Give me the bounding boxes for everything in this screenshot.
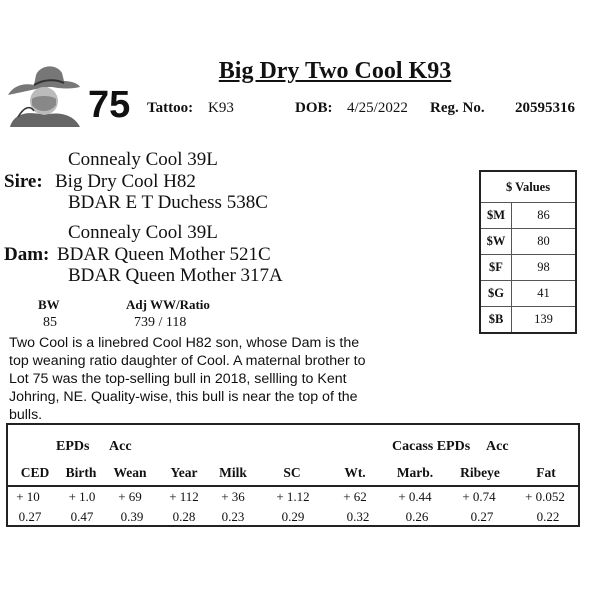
dam-sire: Connealy Cool 39L: [68, 222, 218, 243]
epd-value: + 69: [118, 489, 142, 504]
epd-column-header: SC: [283, 465, 301, 480]
tattoo-value: K93: [208, 100, 234, 116]
epd-column-header: Milk: [219, 465, 247, 480]
epd-table: [6, 423, 580, 527]
dollar-key: $M: [480, 203, 512, 229]
dollar-value: 98: [512, 255, 577, 281]
epd-value: + 0.44: [398, 489, 432, 504]
table-row: [480, 307, 576, 334]
epd-column-header: CED: [20, 465, 50, 480]
epd-column-header: Wt.: [344, 465, 366, 480]
dollar-values-header: $ Values: [480, 171, 576, 203]
epd-value: + 0.74: [462, 489, 496, 504]
dollar-key: $G: [480, 281, 512, 307]
epd-column-header: Birth: [65, 465, 97, 480]
epd-accuracy: 0.26: [405, 509, 429, 524]
sire-sire: Connealy Cool 39L: [68, 149, 218, 170]
tattoo-label: Tattoo:: [147, 100, 194, 116]
epd-value: + 62: [343, 489, 367, 504]
carcass-acc-header: Acc: [486, 439, 509, 454]
dollar-key: $B: [480, 307, 512, 334]
epd-accuracy: 0.39: [120, 509, 144, 524]
dollar-value: 41: [512, 281, 577, 307]
epd-column-header: Fat: [536, 465, 556, 480]
sire-name: Big Dry Cool H82: [55, 171, 196, 192]
dollar-values-table: [479, 170, 577, 334]
dollar-value: 86: [512, 203, 577, 229]
epds-header: EPDs: [56, 439, 90, 454]
dollar-value: 80: [512, 229, 577, 255]
epd-accuracy: 0.32: [346, 509, 370, 524]
epd-accuracy: 0.28: [172, 509, 196, 524]
dollar-key: $W: [480, 229, 512, 255]
epd-column-header: Wean: [113, 465, 147, 480]
carcass-epds-header: Cacass EPDs: [392, 439, 471, 454]
epd-column-headers: [8, 465, 578, 485]
lot-description: Two Cool is a linebred Cool H82 son, whose Dam is the top weaning ratio daughter of Cool. A maternal brother to Lot 75 was the top-selling bull in 2018, sellling to Kent Johring, NE. Quality-wise, this bull is near the top of the bulls.: [9, 335, 366, 423]
epd-value: + 1.0: [68, 489, 96, 504]
epd-column-header: Ribeye: [460, 465, 500, 480]
dam-label: Dam:: [4, 244, 50, 265]
ww-label: Adj WW/Ratio: [126, 297, 210, 312]
epd-accuracy: 0.22: [536, 509, 560, 524]
bw-label: BW: [38, 297, 60, 312]
epd-accuracy: 0.27: [470, 509, 494, 524]
sire-dam: BDAR E T Duchess 538C: [68, 192, 268, 213]
epd-accuracy: 0.23: [221, 509, 245, 524]
lot-title: Big Dry Two Cool K93: [218, 58, 452, 84]
bw-value: 85: [43, 315, 57, 330]
table-row: [480, 229, 576, 255]
table-row: [480, 281, 576, 307]
epd-column-header: Year: [170, 465, 198, 480]
lot-number: 75: [88, 84, 131, 126]
dollar-value: 139: [512, 307, 577, 334]
dam-dam: BDAR Queen Mother 317A: [68, 265, 283, 286]
table-row: [480, 255, 576, 281]
epd-divider: [8, 485, 578, 487]
epd-accuracy: 0.27: [18, 509, 42, 524]
reg-value: 20595316: [515, 100, 575, 116]
epd-value: + 36: [221, 489, 245, 504]
table-row: [480, 203, 576, 229]
dob-value: 4/25/2022: [347, 100, 408, 116]
epd-value: + 1.12: [276, 489, 310, 504]
epd-accuracy: 0.29: [281, 509, 305, 524]
epd-value: + 0.052: [525, 489, 565, 504]
dam-name: BDAR Queen Mother 521C: [57, 244, 271, 265]
epds-acc-header: Acc: [109, 439, 132, 454]
ww-value: 739 / 118: [134, 315, 187, 330]
dollar-key: $F: [480, 255, 512, 281]
sire-label: Sire:: [4, 171, 43, 192]
dob-label: DOB:: [295, 100, 333, 116]
epd-value: + 112: [169, 489, 199, 504]
reg-label: Reg. No.: [430, 100, 485, 116]
epd-column-header: Marb.: [396, 465, 434, 480]
epd-accuracy: 0.47: [70, 509, 94, 524]
epd-value: + 10: [16, 489, 40, 504]
